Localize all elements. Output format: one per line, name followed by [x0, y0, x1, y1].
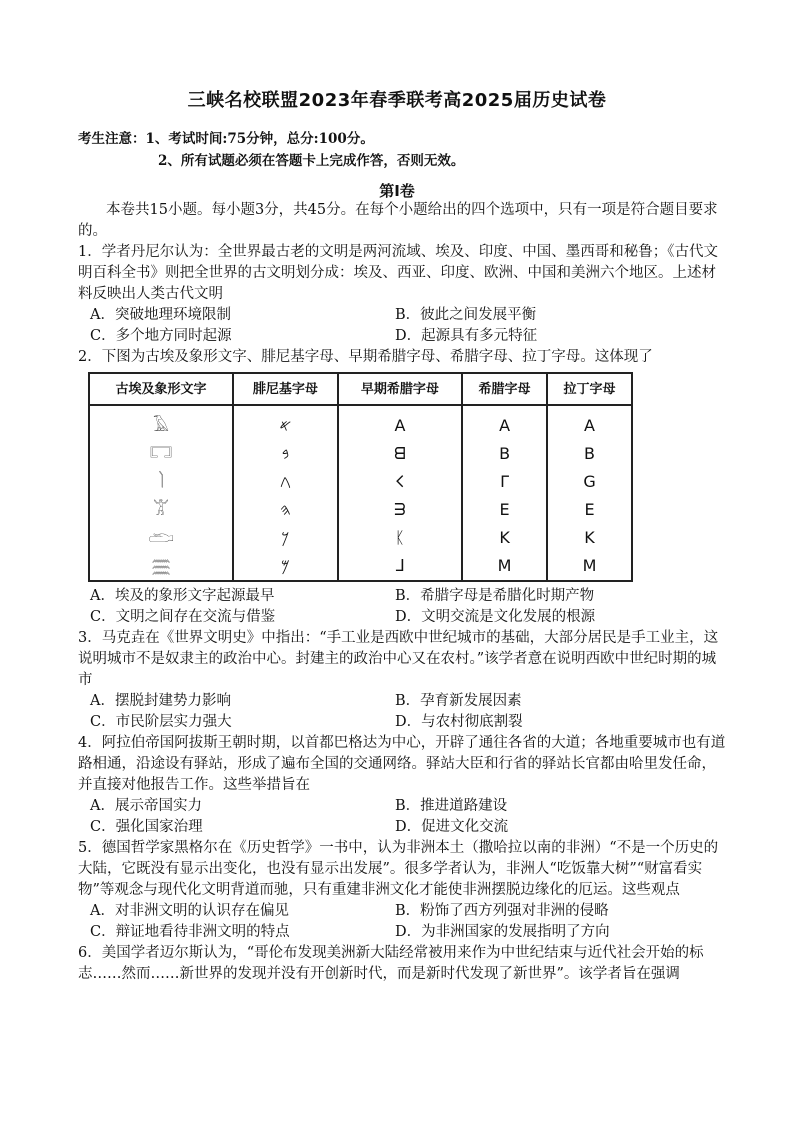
glyph: K	[499, 528, 510, 547]
option-a: A．埃及的象形文字起源最早	[90, 588, 275, 604]
question-3-stem: 3．马克垚在《世界文明史》中指出：“手工业是西欧中世纪城市的基础，大部分居民是手工业主，这说明城市不是奴隶主的政治中心。封建主的政治中心又在农村。”该学者意在说明西欧中世纪时期的城市	[78, 630, 719, 688]
glyph: ᗺ	[394, 444, 406, 463]
glyph: K	[584, 528, 595, 547]
question-1-stem: 1．学者丹尼尔认为：全世界最古老的文明是两河流域、埃及、印度、中国、墨西哥和秘鲁；《古代文明百科全书》则把全世界的古文明划分成：埃及、西亚、印度、欧洲、中国和美洲六个地区。上述材料反映出人类古代文明	[78, 244, 718, 302]
glyph: 𐤀	[279, 416, 292, 435]
glyph: ᗱ	[394, 500, 406, 519]
column-greek	[462, 405, 547, 581]
glyph: 𐤄	[280, 500, 291, 519]
option-c: C．文明之间存在交流与借鉴	[90, 609, 276, 625]
glyph: Γ	[500, 472, 510, 491]
option-c: C．辩证地看待非洲文明的特点	[90, 924, 290, 940]
column-early-greek	[338, 405, 462, 581]
section-heading: 第Ⅰ卷	[379, 182, 415, 200]
glyph: A	[499, 416, 511, 435]
alphabet-table-body	[89, 405, 632, 581]
glyph: 𐤊	[281, 528, 290, 547]
option-c: C．市民阶层实力强大	[90, 714, 232, 730]
option-d: D．促进文化交流	[395, 819, 509, 835]
option-c: C．多个地方同时起源	[90, 328, 232, 344]
exam-title: 三峡名校联盟2023年春季联考高2025届历史试卷	[187, 90, 607, 111]
glyph: 𓄿	[153, 416, 169, 435]
exam-body	[78, 200, 728, 985]
column-egyptian	[89, 405, 233, 581]
option-c: C．强化国家治理	[90, 819, 203, 835]
table-header: 拉丁字母	[547, 373, 632, 405]
glyph: A	[394, 416, 406, 435]
glyph: 𓈗	[151, 556, 171, 575]
glyph: 𐤁	[281, 444, 290, 463]
glyph: M	[497, 556, 512, 575]
question-2-options	[78, 586, 728, 628]
option-d: D．起源具有多元特征	[395, 328, 538, 344]
option-a: A．摆脱封建势力影响	[90, 693, 231, 709]
alphabet-table-header	[89, 373, 632, 405]
option-d: D．与农村彻底割裂	[395, 714, 523, 730]
option-d: D．文明交流是文化发展的根源	[395, 609, 596, 625]
option-a: A．对非洲文明的认识存在偏见	[90, 903, 289, 919]
notice-line-2: 2、所有试题必须在答题卡上完成作答，否则无效。	[158, 153, 465, 169]
option-b: B．粉饰了西方列强对非洲的侵略	[395, 903, 609, 919]
option-d: D．为非洲国家的发展指明了方向	[395, 924, 610, 940]
question-3-options	[78, 691, 728, 733]
glyph: 𐤌	[281, 556, 290, 575]
glyph: 𓌙	[158, 472, 164, 491]
question-2-stem: 2．下图为古埃及象形文字、腓尼基字母、早期希腊字母、希腊字母、拉丁字母。这体现了	[78, 349, 653, 365]
glyph: ᛕ	[395, 528, 405, 547]
glyph: B	[499, 444, 511, 463]
question-4-stem: 4．阿拉伯帝国阿拔斯王朝时期，以首都巴格达为中心，开辟了通往各省的大道；各地重要城市也有道路相通，沿途设有驿站，形成了遍布全国的交通网络。驿站大臣和行省的驿站长官都由哈里发任命，并直接对他报告工作。这些举措旨在	[78, 735, 726, 793]
option-b: B．彼此之间发展平衡	[395, 307, 537, 323]
option-b: B．孕育新发展因素	[395, 693, 522, 709]
alphabet-table	[88, 372, 633, 582]
question-5-stem: 5．德国哲学家黑格尔在《历史哲学》一书中，认为非洲本土（撒哈拉以南的非洲）“不是一个历史的大陆，它既没有显示出变化，也没有显示出发展”。很多学者认为，非洲人“吃饭靠大树”“财富看实物”等观念与现代化文明背道而驰，只有重建非洲文化才能使非洲摆脱边缘化的厄运。这些观点	[78, 840, 719, 898]
option-a: A．突破地理环境限制	[90, 307, 231, 323]
glyph: 𐤂	[279, 472, 291, 491]
notice-line-1: 考生注意：1、考试时间:75分钟，总分:100分。	[78, 131, 374, 147]
section-intro: 本卷共15小题。每小题3分，共45分。在每个小题给出的四个选项中，只有一项是符合题目要求的。	[78, 202, 718, 239]
table-header: 古埃及象形文字	[89, 373, 233, 405]
question-6-stem: 6．美国学者迈尔斯认为，“哥伦布发现美洲新大陆经常被用来作为中世纪结束与近代社会开始的标志……然而……新世界的发现并没有开创新时代，而是新时代发现了新世界”。该学者旨在强调	[78, 945, 704, 982]
exam-notice	[78, 128, 464, 172]
glyph: ᒧ	[395, 556, 405, 575]
question-5-options	[78, 901, 728, 943]
question-4-options	[78, 796, 728, 838]
option-a: A．展示帝国实力	[90, 798, 202, 814]
glyph: 𓂧	[148, 528, 174, 547]
option-b: B．希腊字母是希腊化时期产物	[395, 588, 595, 604]
glyph: 𐌂	[395, 472, 405, 491]
glyph: E	[499, 500, 510, 519]
glyph: 𓀠	[153, 500, 169, 519]
table-header: 腓尼基字母	[233, 373, 338, 405]
column-phoenician	[233, 405, 338, 581]
table-header: 早期希腊字母	[338, 373, 462, 405]
glyph: M	[582, 556, 597, 575]
table-header: 希腊字母	[462, 373, 547, 405]
glyph: 𓉐	[150, 444, 173, 463]
glyph: G	[583, 472, 596, 491]
glyph: A	[584, 416, 595, 435]
question-1-options	[78, 305, 728, 347]
column-latin	[547, 405, 632, 581]
glyph: B	[584, 444, 595, 463]
option-b: B．推进道路建设	[395, 798, 508, 814]
glyph: E	[584, 500, 595, 519]
